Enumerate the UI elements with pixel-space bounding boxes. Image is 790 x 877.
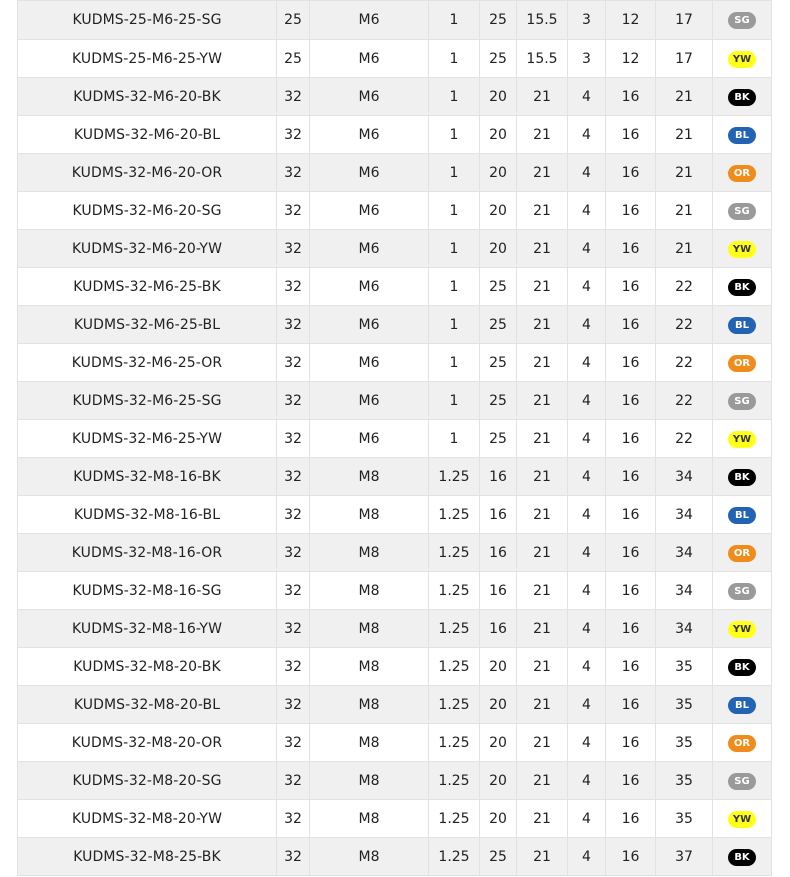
dimension-b-cell: 4 bbox=[568, 572, 606, 610]
color-badge: OR bbox=[728, 735, 756, 752]
color-cell bbox=[713, 458, 772, 496]
dimension-c-cell: 16 bbox=[606, 192, 656, 230]
color-cell bbox=[713, 40, 772, 78]
color-cell bbox=[713, 724, 772, 762]
dimension-a-cell: 21 bbox=[517, 116, 568, 154]
pitch-cell: 1 bbox=[429, 306, 480, 344]
color-badge: BL bbox=[728, 697, 756, 714]
pitch-cell: 1.25 bbox=[429, 648, 480, 686]
dimension-b-cell: 4 bbox=[568, 534, 606, 572]
part-number-cell: KUDMS-32-M6-25-SG bbox=[18, 382, 277, 420]
pitch-cell: 1 bbox=[429, 268, 480, 306]
color-badge: SG bbox=[728, 393, 756, 410]
length-cell: 25 bbox=[480, 268, 517, 306]
weight-cell: 21 bbox=[656, 192, 713, 230]
diameter-cell: 32 bbox=[277, 800, 310, 838]
color-cell bbox=[713, 420, 772, 458]
thread-cell: M6 bbox=[310, 230, 429, 268]
part-number-cell: KUDMS-32-M8-20-YW bbox=[18, 800, 277, 838]
color-badge: BK bbox=[728, 659, 756, 676]
color-badge: YW bbox=[728, 621, 756, 638]
dimension-a-cell: 21 bbox=[517, 800, 568, 838]
part-number-cell: KUDMS-32-M6-25-OR bbox=[18, 344, 277, 382]
dimension-c-cell: 16 bbox=[606, 496, 656, 534]
dimension-a-cell: 21 bbox=[517, 534, 568, 572]
part-number-cell: KUDMS-32-M8-16-YW bbox=[18, 610, 277, 648]
thread-cell: M8 bbox=[310, 762, 429, 800]
dimension-b-cell: 4 bbox=[568, 306, 606, 344]
weight-cell: 35 bbox=[656, 800, 713, 838]
table-row bbox=[18, 268, 772, 306]
diameter-cell: 32 bbox=[277, 230, 310, 268]
table-row bbox=[18, 762, 772, 800]
thread-cell: M6 bbox=[310, 268, 429, 306]
pitch-cell: 1.25 bbox=[429, 686, 480, 724]
weight-cell: 22 bbox=[656, 268, 713, 306]
dimension-a-cell: 21 bbox=[517, 154, 568, 192]
length-cell: 20 bbox=[480, 724, 517, 762]
weight-cell: 21 bbox=[656, 116, 713, 154]
thread-cell: M8 bbox=[310, 838, 429, 876]
diameter-cell: 32 bbox=[277, 154, 310, 192]
color-cell bbox=[713, 610, 772, 648]
diameter-cell: 25 bbox=[277, 40, 310, 78]
length-cell: 25 bbox=[480, 838, 517, 876]
length-cell: 16 bbox=[480, 534, 517, 572]
dimension-c-cell: 16 bbox=[606, 724, 656, 762]
color-badge: BL bbox=[728, 317, 756, 334]
part-number-cell: KUDMS-32-M6-20-SG bbox=[18, 192, 277, 230]
diameter-cell: 32 bbox=[277, 610, 310, 648]
diameter-cell: 32 bbox=[277, 192, 310, 230]
color-cell bbox=[713, 154, 772, 192]
table-row bbox=[18, 724, 772, 762]
table-row bbox=[18, 648, 772, 686]
pitch-cell: 1.25 bbox=[429, 610, 480, 648]
part-number-cell: KUDMS-25-M6-25-YW bbox=[18, 40, 277, 78]
diameter-cell: 32 bbox=[277, 268, 310, 306]
dimension-c-cell: 16 bbox=[606, 420, 656, 458]
color-badge: OR bbox=[728, 355, 756, 372]
color-cell bbox=[713, 116, 772, 154]
table-row bbox=[18, 572, 772, 610]
table-row bbox=[18, 420, 772, 458]
weight-cell: 34 bbox=[656, 534, 713, 572]
dimension-c-cell: 16 bbox=[606, 838, 656, 876]
color-badge: OR bbox=[728, 545, 756, 562]
dimension-c-cell: 16 bbox=[606, 686, 656, 724]
length-cell: 25 bbox=[480, 382, 517, 420]
color-cell bbox=[713, 382, 772, 420]
dimension-a-cell: 15.5 bbox=[517, 1, 568, 40]
diameter-cell: 32 bbox=[277, 762, 310, 800]
thread-cell: M6 bbox=[310, 306, 429, 344]
length-cell: 25 bbox=[480, 306, 517, 344]
dimension-a-cell: 21 bbox=[517, 762, 568, 800]
dimension-b-cell: 4 bbox=[568, 648, 606, 686]
dimension-a-cell: 21 bbox=[517, 458, 568, 496]
color-cell bbox=[713, 648, 772, 686]
table-row bbox=[18, 838, 772, 876]
pitch-cell: 1.25 bbox=[429, 534, 480, 572]
dimension-a-cell: 21 bbox=[517, 838, 568, 876]
weight-cell: 34 bbox=[656, 458, 713, 496]
product-table bbox=[17, 0, 772, 876]
part-number-cell: KUDMS-32-M8-16-OR bbox=[18, 534, 277, 572]
part-number-cell: KUDMS-32-M6-25-BK bbox=[18, 268, 277, 306]
dimension-c-cell: 16 bbox=[606, 572, 656, 610]
part-number-cell: KUDMS-32-M6-25-YW bbox=[18, 420, 277, 458]
thread-cell: M8 bbox=[310, 458, 429, 496]
dimension-a-cell: 21 bbox=[517, 686, 568, 724]
length-cell: 20 bbox=[480, 762, 517, 800]
dimension-b-cell: 4 bbox=[568, 420, 606, 458]
color-cell bbox=[713, 230, 772, 268]
weight-cell: 35 bbox=[656, 686, 713, 724]
dimension-b-cell: 4 bbox=[568, 154, 606, 192]
pitch-cell: 1 bbox=[429, 116, 480, 154]
weight-cell: 35 bbox=[656, 724, 713, 762]
color-cell bbox=[713, 268, 772, 306]
part-number-cell: KUDMS-32-M8-16-BK bbox=[18, 458, 277, 496]
diameter-cell: 32 bbox=[277, 724, 310, 762]
table-row bbox=[18, 230, 772, 268]
dimension-a-cell: 21 bbox=[517, 382, 568, 420]
color-badge: BL bbox=[728, 507, 756, 524]
diameter-cell: 25 bbox=[277, 1, 310, 40]
pitch-cell: 1.25 bbox=[429, 572, 480, 610]
dimension-c-cell: 16 bbox=[606, 344, 656, 382]
table-row bbox=[18, 306, 772, 344]
weight-cell: 22 bbox=[656, 306, 713, 344]
part-number-cell: KUDMS-32-M8-20-BL bbox=[18, 686, 277, 724]
weight-cell: 17 bbox=[656, 1, 713, 40]
thread-cell: M6 bbox=[310, 420, 429, 458]
dimension-c-cell: 16 bbox=[606, 534, 656, 572]
weight-cell: 34 bbox=[656, 572, 713, 610]
table-row bbox=[18, 610, 772, 648]
part-number-cell: KUDMS-32-M8-20-OR bbox=[18, 724, 277, 762]
weight-cell: 37 bbox=[656, 838, 713, 876]
length-cell: 25 bbox=[480, 40, 517, 78]
part-number-cell: KUDMS-32-M8-20-SG bbox=[18, 762, 277, 800]
table-row bbox=[18, 686, 772, 724]
dimension-a-cell: 21 bbox=[517, 306, 568, 344]
diameter-cell: 32 bbox=[277, 686, 310, 724]
table-row bbox=[18, 40, 772, 78]
color-cell bbox=[713, 306, 772, 344]
length-cell: 20 bbox=[480, 154, 517, 192]
dimension-b-cell: 4 bbox=[568, 686, 606, 724]
product-table-body bbox=[18, 1, 772, 876]
part-number-cell: KUDMS-25-M6-25-SG bbox=[18, 1, 277, 40]
diameter-cell: 32 bbox=[277, 78, 310, 116]
table-row bbox=[18, 344, 772, 382]
color-badge: BK bbox=[728, 469, 756, 486]
dimension-a-cell: 15.5 bbox=[517, 40, 568, 78]
dimension-b-cell: 4 bbox=[568, 838, 606, 876]
thread-cell: M6 bbox=[310, 78, 429, 116]
color-cell bbox=[713, 78, 772, 116]
thread-cell: M6 bbox=[310, 40, 429, 78]
thread-cell: M8 bbox=[310, 496, 429, 534]
weight-cell: 35 bbox=[656, 762, 713, 800]
weight-cell: 21 bbox=[656, 154, 713, 192]
thread-cell: M8 bbox=[310, 800, 429, 838]
dimension-a-cell: 21 bbox=[517, 192, 568, 230]
diameter-cell: 32 bbox=[277, 838, 310, 876]
weight-cell: 21 bbox=[656, 78, 713, 116]
product-table-container bbox=[17, 0, 771, 876]
thread-cell: M6 bbox=[310, 1, 429, 40]
length-cell: 20 bbox=[480, 648, 517, 686]
color-badge: SG bbox=[728, 583, 756, 600]
color-cell bbox=[713, 838, 772, 876]
length-cell: 16 bbox=[480, 572, 517, 610]
part-number-cell: KUDMS-32-M6-20-BK bbox=[18, 78, 277, 116]
dimension-a-cell: 21 bbox=[517, 648, 568, 686]
color-badge: YW bbox=[728, 811, 756, 828]
thread-cell: M6 bbox=[310, 116, 429, 154]
thread-cell: M8 bbox=[310, 534, 429, 572]
table-row bbox=[18, 382, 772, 420]
dimension-a-cell: 21 bbox=[517, 268, 568, 306]
table-row bbox=[18, 534, 772, 572]
dimension-c-cell: 12 bbox=[606, 1, 656, 40]
length-cell: 20 bbox=[480, 800, 517, 838]
part-number-cell: KUDMS-32-M8-20-BK bbox=[18, 648, 277, 686]
dimension-c-cell: 16 bbox=[606, 610, 656, 648]
color-badge: YW bbox=[728, 51, 756, 68]
dimension-b-cell: 4 bbox=[568, 344, 606, 382]
color-cell bbox=[713, 686, 772, 724]
pitch-cell: 1.25 bbox=[429, 838, 480, 876]
color-cell bbox=[713, 1, 772, 40]
weight-cell: 22 bbox=[656, 344, 713, 382]
weight-cell: 21 bbox=[656, 230, 713, 268]
dimension-c-cell: 16 bbox=[606, 458, 656, 496]
weight-cell: 35 bbox=[656, 648, 713, 686]
pitch-cell: 1 bbox=[429, 78, 480, 116]
thread-cell: M6 bbox=[310, 382, 429, 420]
dimension-c-cell: 16 bbox=[606, 78, 656, 116]
length-cell: 16 bbox=[480, 610, 517, 648]
diameter-cell: 32 bbox=[277, 572, 310, 610]
pitch-cell: 1.25 bbox=[429, 800, 480, 838]
diameter-cell: 32 bbox=[277, 344, 310, 382]
color-badge: BK bbox=[728, 89, 756, 106]
pitch-cell: 1 bbox=[429, 344, 480, 382]
dimension-b-cell: 3 bbox=[568, 40, 606, 78]
table-row bbox=[18, 116, 772, 154]
dimension-b-cell: 4 bbox=[568, 610, 606, 648]
color-badge: OR bbox=[728, 165, 756, 182]
diameter-cell: 32 bbox=[277, 420, 310, 458]
color-badge: BK bbox=[728, 279, 756, 296]
weight-cell: 22 bbox=[656, 420, 713, 458]
diameter-cell: 32 bbox=[277, 116, 310, 154]
dimension-c-cell: 12 bbox=[606, 40, 656, 78]
pitch-cell: 1 bbox=[429, 230, 480, 268]
table-row bbox=[18, 458, 772, 496]
diameter-cell: 32 bbox=[277, 306, 310, 344]
thread-cell: M6 bbox=[310, 154, 429, 192]
pitch-cell: 1 bbox=[429, 420, 480, 458]
dimension-a-cell: 21 bbox=[517, 610, 568, 648]
table-row bbox=[18, 78, 772, 116]
part-number-cell: KUDMS-32-M8-16-SG bbox=[18, 572, 277, 610]
pitch-cell: 1 bbox=[429, 1, 480, 40]
table-row bbox=[18, 800, 772, 838]
dimension-b-cell: 4 bbox=[568, 458, 606, 496]
diameter-cell: 32 bbox=[277, 648, 310, 686]
dimension-b-cell: 4 bbox=[568, 116, 606, 154]
length-cell: 20 bbox=[480, 230, 517, 268]
color-cell bbox=[713, 192, 772, 230]
dimension-b-cell: 4 bbox=[568, 382, 606, 420]
dimension-b-cell: 4 bbox=[568, 230, 606, 268]
color-badge: SG bbox=[728, 773, 756, 790]
pitch-cell: 1.25 bbox=[429, 762, 480, 800]
color-cell bbox=[713, 496, 772, 534]
pitch-cell: 1 bbox=[429, 40, 480, 78]
color-cell bbox=[713, 800, 772, 838]
weight-cell: 34 bbox=[656, 610, 713, 648]
dimension-b-cell: 4 bbox=[568, 192, 606, 230]
part-number-cell: KUDMS-32-M6-20-OR bbox=[18, 154, 277, 192]
weight-cell: 34 bbox=[656, 496, 713, 534]
dimension-c-cell: 16 bbox=[606, 648, 656, 686]
diameter-cell: 32 bbox=[277, 534, 310, 572]
dimension-c-cell: 16 bbox=[606, 762, 656, 800]
color-badge: SG bbox=[728, 12, 756, 29]
diameter-cell: 32 bbox=[277, 496, 310, 534]
length-cell: 20 bbox=[480, 192, 517, 230]
color-badge: YW bbox=[728, 431, 756, 448]
diameter-cell: 32 bbox=[277, 382, 310, 420]
table-row bbox=[18, 496, 772, 534]
dimension-a-cell: 21 bbox=[517, 344, 568, 382]
dimension-c-cell: 16 bbox=[606, 154, 656, 192]
pitch-cell: 1 bbox=[429, 192, 480, 230]
dimension-c-cell: 16 bbox=[606, 382, 656, 420]
pitch-cell: 1 bbox=[429, 382, 480, 420]
dimension-b-cell: 3 bbox=[568, 1, 606, 40]
color-badge: BK bbox=[728, 849, 756, 866]
dimension-c-cell: 16 bbox=[606, 268, 656, 306]
dimension-b-cell: 4 bbox=[568, 496, 606, 534]
pitch-cell: 1.25 bbox=[429, 724, 480, 762]
dimension-b-cell: 4 bbox=[568, 268, 606, 306]
length-cell: 20 bbox=[480, 686, 517, 724]
dimension-b-cell: 4 bbox=[568, 762, 606, 800]
dimension-a-cell: 21 bbox=[517, 724, 568, 762]
weight-cell: 22 bbox=[656, 382, 713, 420]
pitch-cell: 1.25 bbox=[429, 458, 480, 496]
length-cell: 25 bbox=[480, 344, 517, 382]
diameter-cell: 32 bbox=[277, 458, 310, 496]
length-cell: 16 bbox=[480, 458, 517, 496]
thread-cell: M6 bbox=[310, 192, 429, 230]
thread-cell: M8 bbox=[310, 572, 429, 610]
length-cell: 20 bbox=[480, 78, 517, 116]
color-cell bbox=[713, 572, 772, 610]
table-row bbox=[18, 154, 772, 192]
dimension-a-cell: 21 bbox=[517, 230, 568, 268]
color-badge: BL bbox=[728, 127, 756, 144]
color-badge: SG bbox=[728, 203, 756, 220]
thread-cell: M8 bbox=[310, 610, 429, 648]
color-cell bbox=[713, 534, 772, 572]
pitch-cell: 1 bbox=[429, 154, 480, 192]
dimension-c-cell: 16 bbox=[606, 306, 656, 344]
dimension-c-cell: 16 bbox=[606, 230, 656, 268]
dimension-b-cell: 4 bbox=[568, 800, 606, 838]
part-number-cell: KUDMS-32-M8-25-BK bbox=[18, 838, 277, 876]
dimension-c-cell: 16 bbox=[606, 800, 656, 838]
dimension-c-cell: 16 bbox=[606, 116, 656, 154]
length-cell: 20 bbox=[480, 116, 517, 154]
length-cell: 16 bbox=[480, 496, 517, 534]
color-badge: YW bbox=[728, 241, 756, 258]
dimension-b-cell: 4 bbox=[568, 78, 606, 116]
dimension-a-cell: 21 bbox=[517, 420, 568, 458]
thread-cell: M8 bbox=[310, 648, 429, 686]
part-number-cell: KUDMS-32-M6-20-YW bbox=[18, 230, 277, 268]
dimension-a-cell: 21 bbox=[517, 496, 568, 534]
thread-cell: M8 bbox=[310, 724, 429, 762]
weight-cell: 17 bbox=[656, 40, 713, 78]
dimension-a-cell: 21 bbox=[517, 78, 568, 116]
part-number-cell: KUDMS-32-M6-20-BL bbox=[18, 116, 277, 154]
table-row bbox=[18, 1, 772, 40]
length-cell: 25 bbox=[480, 420, 517, 458]
dimension-a-cell: 21 bbox=[517, 572, 568, 610]
part-number-cell: KUDMS-32-M8-16-BL bbox=[18, 496, 277, 534]
thread-cell: M8 bbox=[310, 686, 429, 724]
dimension-b-cell: 4 bbox=[568, 724, 606, 762]
table-row bbox=[18, 192, 772, 230]
part-number-cell: KUDMS-32-M6-25-BL bbox=[18, 306, 277, 344]
length-cell: 25 bbox=[480, 1, 517, 40]
color-cell bbox=[713, 344, 772, 382]
thread-cell: M6 bbox=[310, 344, 429, 382]
color-cell bbox=[713, 762, 772, 800]
pitch-cell: 1.25 bbox=[429, 496, 480, 534]
